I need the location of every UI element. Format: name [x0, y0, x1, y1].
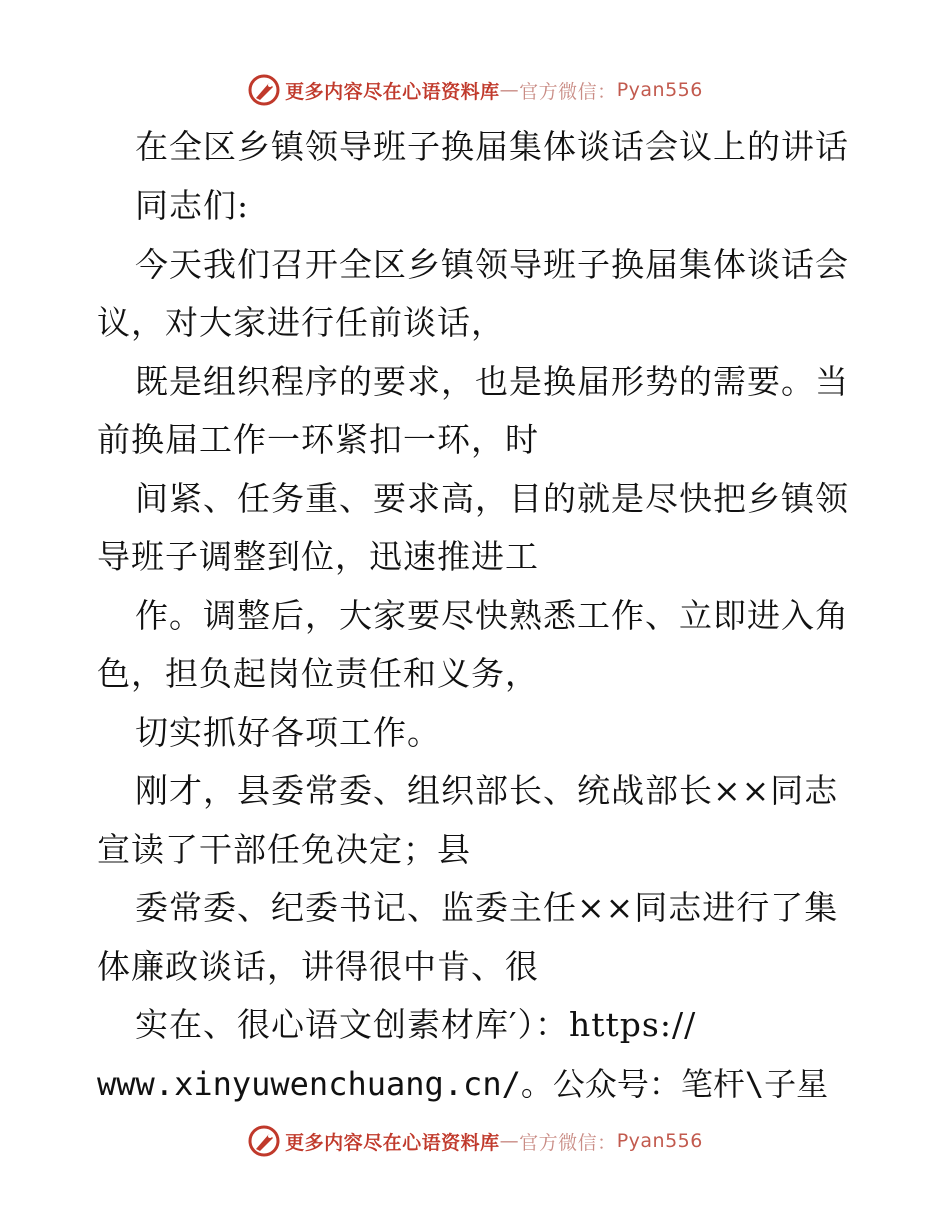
pen-nib-logo-icon — [247, 1124, 281, 1158]
paragraph-line: 色，担负起岗位责任和义务， — [97, 654, 539, 693]
paragraph-line: 切实抓好各项工作。 — [135, 713, 441, 752]
paragraph-line: 间紧、任务重、要求高，目的就是尽快把乡镇领 — [135, 479, 849, 518]
paragraph-line: 议，对大家进行任前谈话， — [97, 303, 505, 342]
watermark-brand-text: 更多内容尽在心语资料库 — [285, 1131, 500, 1154]
paragraph-line: 委常委、纪委书记、监委主任××同志进行了集 — [135, 888, 839, 927]
paragraph-line: 体廉政谈话，讲得很中肯、很 — [97, 947, 539, 986]
watermark-official-label: 官方微信： — [519, 80, 617, 103]
paragraph-line: 宣读了干部任免决定；县 — [97, 830, 471, 869]
watermark-brand-text: 更多内容尽在心语资料库 — [285, 80, 500, 103]
paragraph-line: 刚才，县委常委、组织部长、统战部长××同志 — [135, 771, 839, 810]
watermark-official-label: 官方微信： — [519, 1131, 617, 1154]
watermark-wechat-id: Pyan556 — [616, 79, 703, 101]
paragraph-line: 导班子调整到位，迅速推进工 — [97, 537, 539, 576]
document-title: 在全区乡镇领导班子换届集体谈话会议上的讲话 — [135, 127, 849, 166]
paragraph-line: 实在、很心语文创素材库′）：https:// — [135, 1005, 697, 1044]
paragraph-line: 同志们: — [135, 186, 250, 225]
watermark-dash: — — [499, 1130, 520, 1152]
paragraph-line: 前换届工作一环紧扣一环，时 — [97, 420, 539, 459]
footer-watermark — [0, 1123, 950, 1159]
paragraph-line: www.xinyuwenchuang.cn/。公众号：笔杆\子星 — [97, 1065, 829, 1103]
paragraph-line: 作。调整后，大家要尽快熟悉工作、立即进入角 — [135, 596, 849, 635]
paragraph-line: 既是组织程序的要求，也是换届形势的需要。当 — [135, 362, 849, 401]
watermark-dash: — — [499, 79, 520, 101]
paragraph-line: 今天我们召开全区乡镇领导班子换届集体谈话会 — [135, 245, 849, 284]
watermark-wechat-id: Pyan556 — [616, 1130, 703, 1152]
